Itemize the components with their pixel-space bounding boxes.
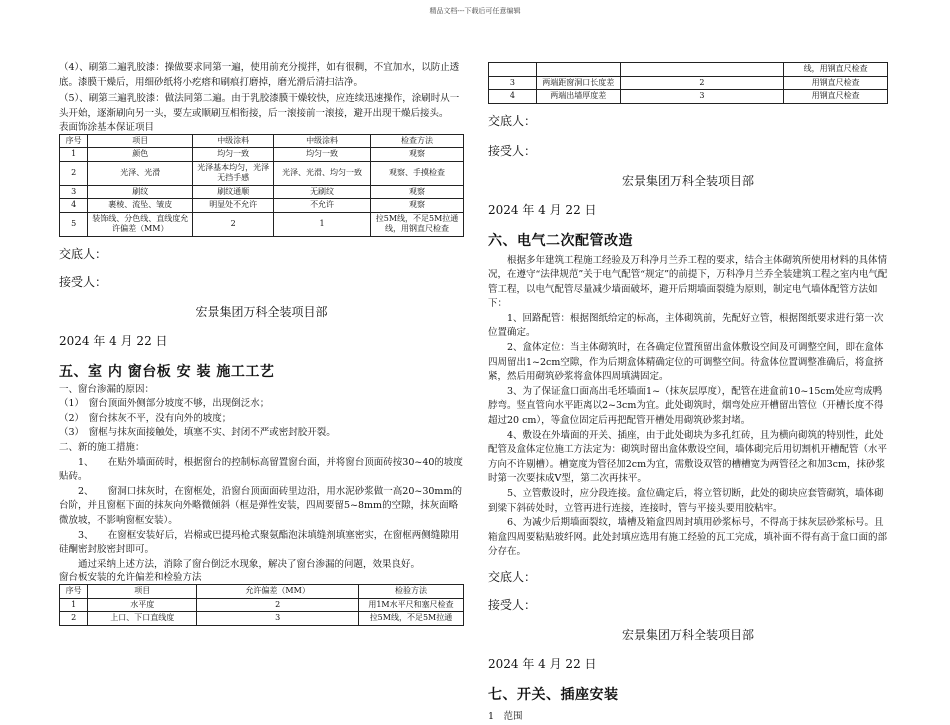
table-row — [60, 148, 464, 162]
table-cell: 1 — [274, 212, 371, 236]
table-cell: 明显处不允许 — [193, 199, 274, 213]
right-column — [488, 62, 888, 725]
table-cell: 观察 — [371, 199, 464, 213]
sec5-a-item: （2） 窗台抹灰不平，没有向外的坡度； — [59, 412, 232, 424]
table-cell — [489, 63, 537, 77]
sec5-subheading-b: 二、新的施工措施： — [59, 442, 145, 453]
table-header-cell: 允许偏差（MM） — [197, 585, 359, 599]
date-text: 2024 年 4 月 22 日 — [488, 202, 597, 217]
table-header-cell: 项目 — [88, 585, 197, 599]
table2-caption: 窗台板安装的允许偏差和检验方法 — [59, 572, 202, 584]
table-cell: 上口、下口直线度 — [88, 612, 197, 626]
organization-name: 宏景集团万科全装项目部 — [621, 627, 754, 642]
coating-quality-table — [59, 134, 464, 237]
table-cell: 无刷纹 — [274, 185, 371, 199]
table-cell: 2 — [620, 76, 784, 90]
sec5-b-paragraph: 1、 在贴外墙面砖时，根据窗台的控制标高留置窗台面，并将窗台顶面砖按30~40的坡度贴砖。 — [59, 456, 463, 483]
table-cell: 装饰线、分色线、直线度允许偏差（MM） — [88, 212, 193, 236]
table-cell: 观察 — [371, 185, 464, 199]
page-header: 精品文档---下载后可任意编辑 — [429, 7, 521, 15]
handover-label: 交底人： — [59, 246, 108, 261]
sec6-paragraph: 3、为了保证盒口面高出毛坯墙面1~（抹灰层厚度），配管在进盒前10~15cm处应弯成鸭脖弯。竖直管向水平距离以2~3cm为宜。此处砌筑时，烟弯处应开槽留出管位（开槽长度不得超过20 cm），等盒位固定后再把配管开槽处用砌筑砂浆封堵。 — [488, 385, 884, 427]
table-header-row — [60, 134, 464, 148]
intro-line-4: 头开始，逐渐刷向另一头，要左或顺刷互相衔接，后一滚接前一滚接，避开出现干燥后接头。 — [59, 108, 449, 120]
windowsill-tolerance-table — [59, 584, 464, 626]
table-header-cell: 检验方法 — [358, 585, 463, 599]
sec6-paragraph: 6、为减少后期墙面裂纹，墙槽及箱盒四周封填用砂浆标号，不得高于抹灰层砂浆标号。且箱盒四周要粘贴玻纤网。此处封填应选用有施工经验的瓦工完成，填补面不得有高于盒口面的部分存在。 — [488, 517, 888, 558]
table-cell: 水平度 — [88, 598, 197, 612]
table-row — [60, 212, 464, 236]
left-column — [59, 60, 464, 626]
section7-title: 七、开关、插座安装 — [488, 686, 619, 703]
handover-label: 交底人： — [488, 569, 537, 584]
organization-name: 宏景集团万科全装项目部 — [621, 173, 754, 188]
table-cell: 观察、手摸检查 — [371, 161, 464, 185]
table-row — [60, 612, 464, 626]
sec6-paragraph: 5、立管敷设时，应分段连接。盒位确定后，将立管切断，此处的砌块应套管砌筑，墙体砌到梁下斜砖处时，立管再进行连接，连接时，管与平接头要用胶粘牢。 — [488, 488, 884, 514]
table-header-cell: 中级涂料 — [193, 134, 274, 148]
intro-line-1: （4）、刷第二遍乳胶漆：操做要求同第一遍，使用前充分搅拌，如有很稠，不宜加水，以防止透 — [59, 62, 460, 73]
intro-line-2: 底。漆膜干燥后，用细砂纸将小疙瘩和刷痕打磨掉，磨光滑后清扫洁净。 — [59, 77, 364, 89]
handover-label: 交底人： — [488, 113, 537, 128]
table-cell: 光泽基本均匀，光泽无挡手感 — [193, 161, 274, 185]
sec5-b-paragraph: 通过采纳上述方法，消除了窗台倒泛水现象，解决了窗台渗漏的问题，效果良好。 — [78, 558, 421, 570]
sec6-paragraph: 根据多年建筑工程施工经验及万科净月兰乔工程的要求，结合主体砌筑所使用材料的具体情况，在遵守“法律规范”关于电气配管“规定”的前提下，万科净月兰乔全装建筑工程之室内电气配管工程，以电气配管尽量减少墙面破坏，避开后期墙面裂缝为原则，制定电气墙体配管方法如下： — [488, 254, 888, 310]
table-cell: 光泽、光滑、均匀一致 — [274, 161, 371, 185]
table-cell: 用钢直尺检查 — [784, 90, 888, 104]
table-cell: 3 — [489, 76, 537, 90]
table-row — [60, 161, 464, 185]
table-cell: 均匀一致 — [193, 148, 274, 162]
section5-title: 五、室 内 窗台板 安 装 施工工艺 — [59, 363, 275, 380]
table-cell: 裹棱、流坠、皱皮 — [88, 199, 193, 213]
sec5-a-item: （1） 窗台顶面外侧部分坡度不够，出现倒泛水； — [59, 398, 270, 410]
sec6-paragraph: 2、盒体定位：当主体砌筑时，在各确定位置预留出盒体敷设空间及可调整空间，即在盒体四周留出1~2cm空隙，作为后期盒体精确定位的可调整空间。待盒体位置调整准确后，将盒挤紧，然后用砌筑砂浆将盒体四周填满固定。 — [488, 342, 884, 383]
receiver-label: 接受人： — [59, 274, 108, 289]
table-header-cell: 序号 — [60, 585, 88, 599]
table-header-cell: 项目 — [88, 134, 193, 148]
sec7-paragraph: 1 范围 — [488, 710, 523, 722]
intro-line-3: （5）、刷第三遍乳胶漆：做法同第二遍。由于乳胶漆膜干燥较快，应连续迅速操作，涂刷时从一 — [59, 92, 460, 104]
table-cell: 3 — [60, 185, 88, 199]
table-cell: 两端出墙厚度差 — [536, 90, 620, 104]
table-cell: 3 — [620, 90, 784, 104]
table-cell: 5 — [60, 212, 88, 236]
sec5-a-item: （3） 窗框与抹灰面接触处，填塞不实、封闭不严或密封胶开裂。 — [59, 427, 336, 439]
sec5-b-paragraph: 2、 窗洞口抹灰时，在窗框处，沿窗台顶面面砖里边沿，用水泥砂浆做一高20~30mm的台阶，并且窗框下面的抹灰向外略微倾斜（框是弹性安装，四周要留5~8mm的空隙，抹灰面略微放坡，不影响窗框安装）。 — [59, 485, 462, 526]
table-cell: 用钢直尺检查 — [784, 76, 888, 90]
table-cell: 1 — [60, 598, 88, 612]
table-cell: 2 — [193, 212, 274, 236]
sec6-paragraph: 4、敷设在外墙面的开关、插座，由于此处砌块为多孔红砖，且为横向砌筑的特别性，此处配管及盒体定位施工方法定为：砌筑时留出盒体敷设空间，墙体砌完后用切割机开槽配管（水平方向不许剔槽）。槽宽度为管径加2cm为宜，需敷设双管的槽槽宽为两管径之和加3cm，抹砂浆时第一次要抹成V型，第二次再抹平。 — [488, 429, 888, 485]
table-cell: 2 — [60, 612, 88, 626]
table-header-cell: 检查方法 — [371, 134, 464, 148]
table-cell: 颜色 — [88, 148, 193, 162]
table-row — [60, 598, 464, 612]
table-cell: 用1M水平尺和塞尺检查 — [358, 598, 463, 612]
table-cell: 观察 — [371, 148, 464, 162]
table-cell: 拉5M线，不足5M拉通 — [358, 612, 463, 626]
table-cell — [536, 63, 620, 77]
table-cell: 2 — [60, 161, 88, 185]
table-row — [489, 90, 888, 104]
organization-name: 宏景集团万科全装项目部 — [195, 304, 328, 319]
table-header-row — [60, 585, 464, 599]
table-cell: 光泽、光滑 — [88, 161, 193, 185]
sec5-b-paragraph: 3、 在窗框安装好后，岩棉或巴提玛枪式聚氨酯泡沫填缝剂填塞密实，在窗框两侧缝隙用硅酮密封胶密封即可。 — [59, 529, 460, 556]
table-row — [60, 185, 464, 199]
sec6-paragraph: 1、回路配管：根据图纸给定的标高，主体砌筑前，先配好立管，根据图纸要求进行第一次位置确定。 — [488, 312, 884, 339]
table-cell: 刷纹 — [88, 185, 193, 199]
section6-title: 六、电气二次配管改造 — [488, 232, 633, 249]
table-cell: 两端距窗洞口长度差 — [536, 76, 620, 90]
table-cell: 线，用钢直尺检查 — [784, 63, 888, 77]
windowsill-tolerance-table-continued — [488, 62, 888, 104]
sec5-subheading-a: 一、窗台渗漏的原因： — [59, 383, 155, 395]
table-header-cell: 序号 — [60, 134, 88, 148]
table-cell: 3 — [197, 612, 359, 626]
table-cell: 刷纹通顺 — [193, 185, 274, 199]
table-cell: 4 — [60, 199, 88, 213]
receiver-label: 接受人： — [488, 143, 537, 158]
table-cell: 4 — [489, 90, 537, 104]
table-row — [489, 63, 888, 77]
date-text: 2024 年 4 月 22 日 — [488, 656, 597, 671]
receiver-label: 接受人： — [488, 597, 537, 612]
table-cell: 均匀一致 — [274, 148, 371, 162]
table-cell: 1 — [60, 148, 88, 162]
table-cell: 2 — [197, 598, 359, 612]
table-row — [60, 199, 464, 213]
date-text: 2024 年 4 月 22 日 — [59, 333, 168, 348]
table-cell: 不允许 — [274, 199, 371, 213]
table-cell — [620, 63, 784, 77]
table1-caption: 表面饰涂基本保证项目 — [59, 121, 155, 133]
table-cell: 拉5M线，不足5M拉通线，用钢直尺检查 — [371, 212, 464, 236]
table-header-cell: 中级涂料 — [274, 134, 371, 148]
table-row — [489, 76, 888, 90]
